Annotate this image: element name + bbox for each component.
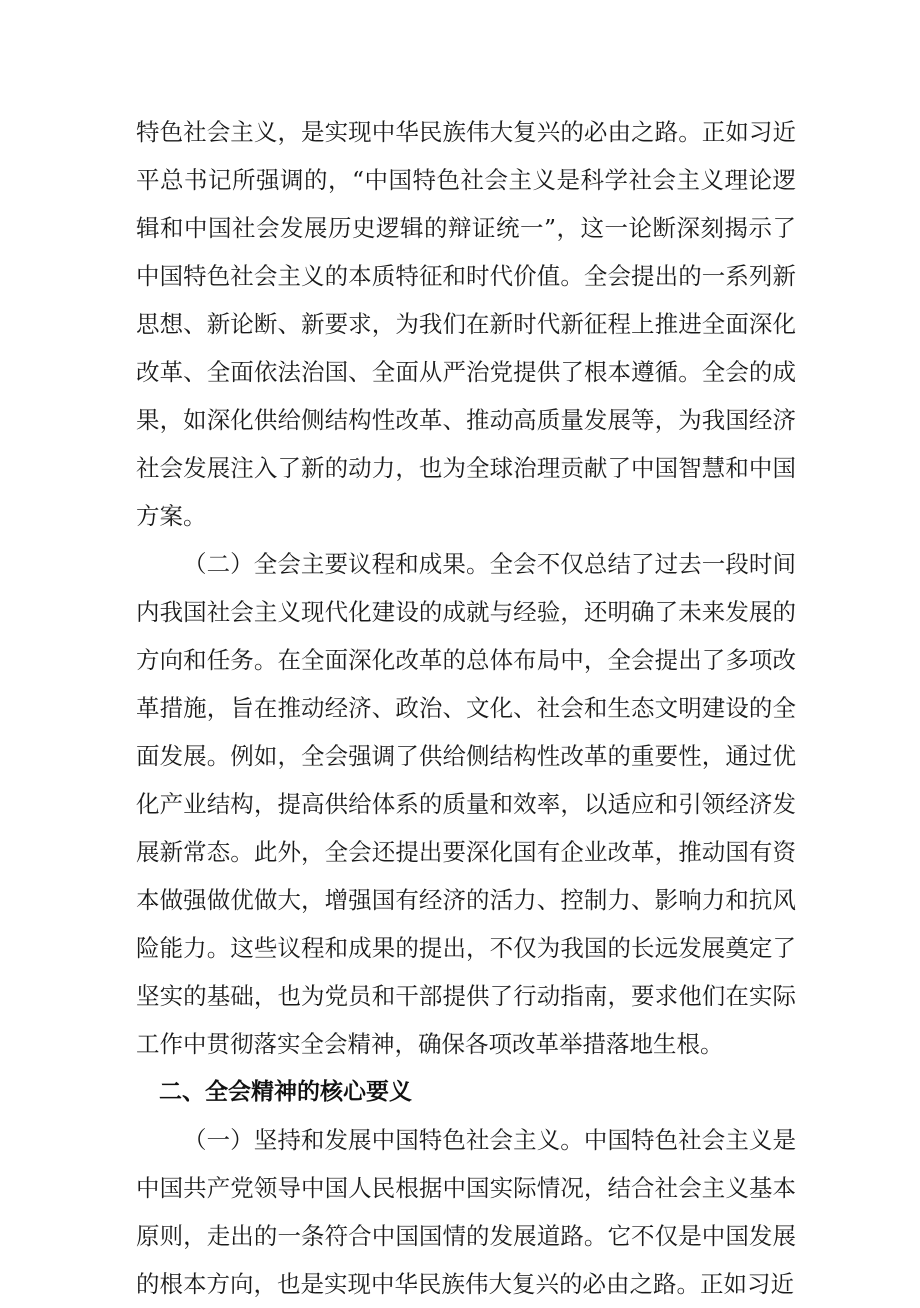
body-text xyxy=(136,108,796,1308)
section-heading: 二、全会精神的核心要义 xyxy=(159,1079,412,1105)
paragraph-continued: 特色社会主义，是实现中华民族伟大复兴的必由之路。正如习近平总书记所强调的，“中国特色社会主义是科学社会主义理论逻辑和中国社会发展历史逻辑的辩证统一”，这一论断深刻揭示了中国特色社会主义的本质特征和时代价值。全会提出的一系列新思想、新论断、新要求，为我们在新时代新征程上推进全面深化改革、全面依法治国、全面从严治党提供了根本遵循。全会的成果，如深化供给侧结构性改革、推动高质量发展等，为我国经济社会发展注入了新的动力，也为全球治理贡献了中国智慧和中国方案。 xyxy=(136,118,796,530)
paragraph-core-meaning: （一）坚持和发展中国特色社会主义。中国特色社会主义是中国共产党领导中国人民根据中国实际情况，结合社会主义基本原则，走出的一条符合中国国情的发展道路。它不仅是中国发展的根本方向，也是实现中华民族伟大复兴的必由之路。正如习近 xyxy=(136,1126,796,1298)
paragraph-agenda-and-outcomes: （二）全会主要议程和成果。全会不仅总结了过去一段时间内我国社会主义现代化建设的成就与经验，还明确了未来发展的方向和任务。在全面深化改革的总体布局中，全会提出了多项改革措施，旨在推动经济、政治、文化、社会和生态文明建设的全面发展。例如，全会强调了供给侧结构性改革的重要性，通过优化产业结构，提高供给体系的质量和效率，以适应和引领经济发展新常态。此外，全会还提出要深化国有企业改革，推动国有资本做强做优做大，增强国有经济的活力、控制力、影响力和抗风险能力。这些议程和成果的提出，不仅为我国的长远发展奠定了坚实的基础，也为党员和干部提供了行动指南，要求他们在实际工作中贯彻落实全会精神，确保各项改革举措落地生根。 xyxy=(136,550,796,1058)
